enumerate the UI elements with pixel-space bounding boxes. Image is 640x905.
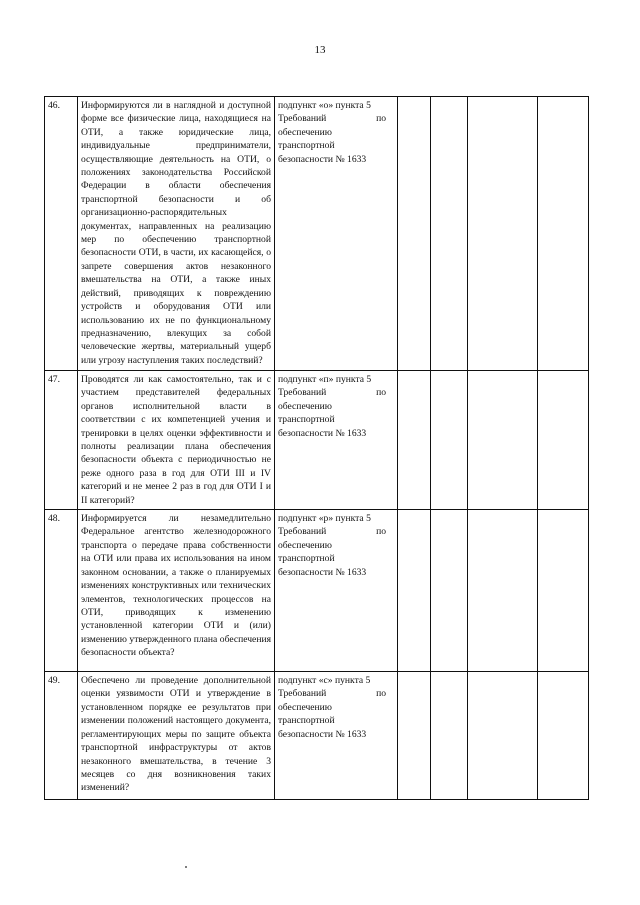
- table-row: [45, 672, 589, 800]
- reference-word: Требований: [278, 526, 327, 538]
- reference-line: безопасности № 1633: [278, 566, 367, 578]
- reference-word: по: [376, 113, 386, 125]
- reference-word: по: [376, 688, 386, 700]
- notes-cell[interactable]: [538, 510, 589, 672]
- reference-line: подпункт «п» пункта 5: [278, 374, 372, 385]
- reference-line: [278, 386, 386, 399]
- table-row: [45, 371, 589, 510]
- answer-cell-no[interactable]: [431, 510, 468, 672]
- answer-cell-yes[interactable]: [398, 371, 431, 510]
- reference-line: обеспечению: [278, 701, 332, 713]
- legal-reference: [275, 510, 398, 672]
- checklist-table: [44, 96, 589, 800]
- reference-line: обеспечению: [278, 539, 332, 551]
- table-row: [45, 510, 589, 672]
- answer-cell-yes[interactable]: [398, 97, 431, 371]
- answer-cell-not-applicable[interactable]: [468, 371, 538, 510]
- notes-cell[interactable]: [538, 371, 589, 510]
- legal-reference: [275, 371, 398, 510]
- reference-line: обеспечению: [278, 126, 332, 138]
- reference-line: транспортной: [278, 553, 335, 565]
- answer-cell-no[interactable]: [431, 371, 468, 510]
- reference-line: безопасности № 1633: [278, 153, 367, 165]
- reference-word: по: [376, 526, 386, 538]
- question-text: Информируется ли незамедлительно Федеральное агентство железнодорожного транспорта о передаче права собственности на ОТИ или права их использования на ином законном основании, а также о планируемых изменениях конструктивных или технических элементов, технологических процессов на ОТИ, приводящих к изменению установленной категории ОТИ и (или) изменению утвержденного плана обеспечения безопасности объекта?: [78, 510, 275, 672]
- reference-word: Требований: [278, 387, 327, 399]
- answer-cell-yes[interactable]: [398, 510, 431, 672]
- question-text: Проводятся ли как самостоятельно, так и с участием представителей федеральных органов исполнительной власти в соответствии с их компетенцией учения и тренировки в целях оценки эффективности и полноты реализации плана обеспечения безопасности объекта с периодичностью не реже одного раза в год для ОТИ III и IV категорий и не менее 2 раз в год для ОТИ I и II категорий?: [78, 371, 275, 510]
- reference-word: по: [376, 387, 386, 399]
- reference-line: [278, 112, 386, 125]
- scan-speck: [185, 866, 187, 868]
- table-row: [45, 97, 589, 371]
- reference-line: транспортной: [278, 140, 335, 152]
- reference-line: подпункт «с» пункта 5: [278, 675, 371, 687]
- reference-line: подпункт «р» пункта 5: [278, 513, 371, 525]
- reference-line: безопасности № 1633: [278, 728, 367, 740]
- row-number: 49.: [45, 672, 78, 800]
- reference-line: транспортной: [278, 715, 335, 727]
- legal-reference: [275, 672, 398, 800]
- reference-line: транспортной: [278, 414, 335, 426]
- reference-word: Требований: [278, 688, 327, 700]
- reference-line: подпункт «о» пункта 5: [278, 100, 371, 111]
- answer-cell-yes[interactable]: [398, 672, 431, 800]
- reference-line: обеспечению: [278, 400, 332, 412]
- question-text: Обеспечено ли проведение дополнительной оценки уязвимости ОТИ и утверждение в установленном порядке ее результатов при изменении положений настоящего документа, регламентирующих меры по защите объекта транспортной инфраструктуры от актов незаконного вмешательства, в течение 3 месяцев со дня возникновения таких изменений?: [78, 672, 275, 800]
- notes-cell[interactable]: [538, 97, 589, 371]
- question-text: Информируются ли в наглядной и доступной форме все физические лица, находящиеся на ОТИ, а также юридические лица, индивидуальные предприниматели, осуществляющие деятельность на ОТИ, о положениях законодательства Российской Федерации в области обеспечения транспортной безопасности и об организационно-распорядительных документах, направленных на реализацию мер по обеспечению транспортной безопасности ОТИ, в части, их касающейся, о запрете совершения актов незаконного вмешательства на ОТИ, а также иных действий, приводящих к повреждению устройств и оборудования ОТИ или использованию их не по функциональному предназначению, влекущих за собой человеческие жертвы, материальный ущерб или угрозу наступления таких последствий?: [78, 97, 275, 371]
- notes-cell[interactable]: [538, 672, 589, 800]
- answer-cell-not-applicable[interactable]: [468, 97, 538, 371]
- reference-word: Требований: [278, 113, 327, 125]
- answer-cell-not-applicable[interactable]: [468, 672, 538, 800]
- row-number: 47.: [45, 371, 78, 510]
- row-number: 48.: [45, 510, 78, 672]
- answer-cell-not-applicable[interactable]: [468, 510, 538, 672]
- answer-cell-no[interactable]: [431, 97, 468, 371]
- reference-line: [278, 687, 386, 700]
- answer-cell-no[interactable]: [431, 672, 468, 800]
- legal-reference: [275, 97, 398, 371]
- reference-line: безопасности № 1633: [278, 427, 367, 439]
- row-number: 46.: [45, 97, 78, 371]
- page-number: 13: [314, 44, 326, 56]
- reference-line: [278, 525, 386, 538]
